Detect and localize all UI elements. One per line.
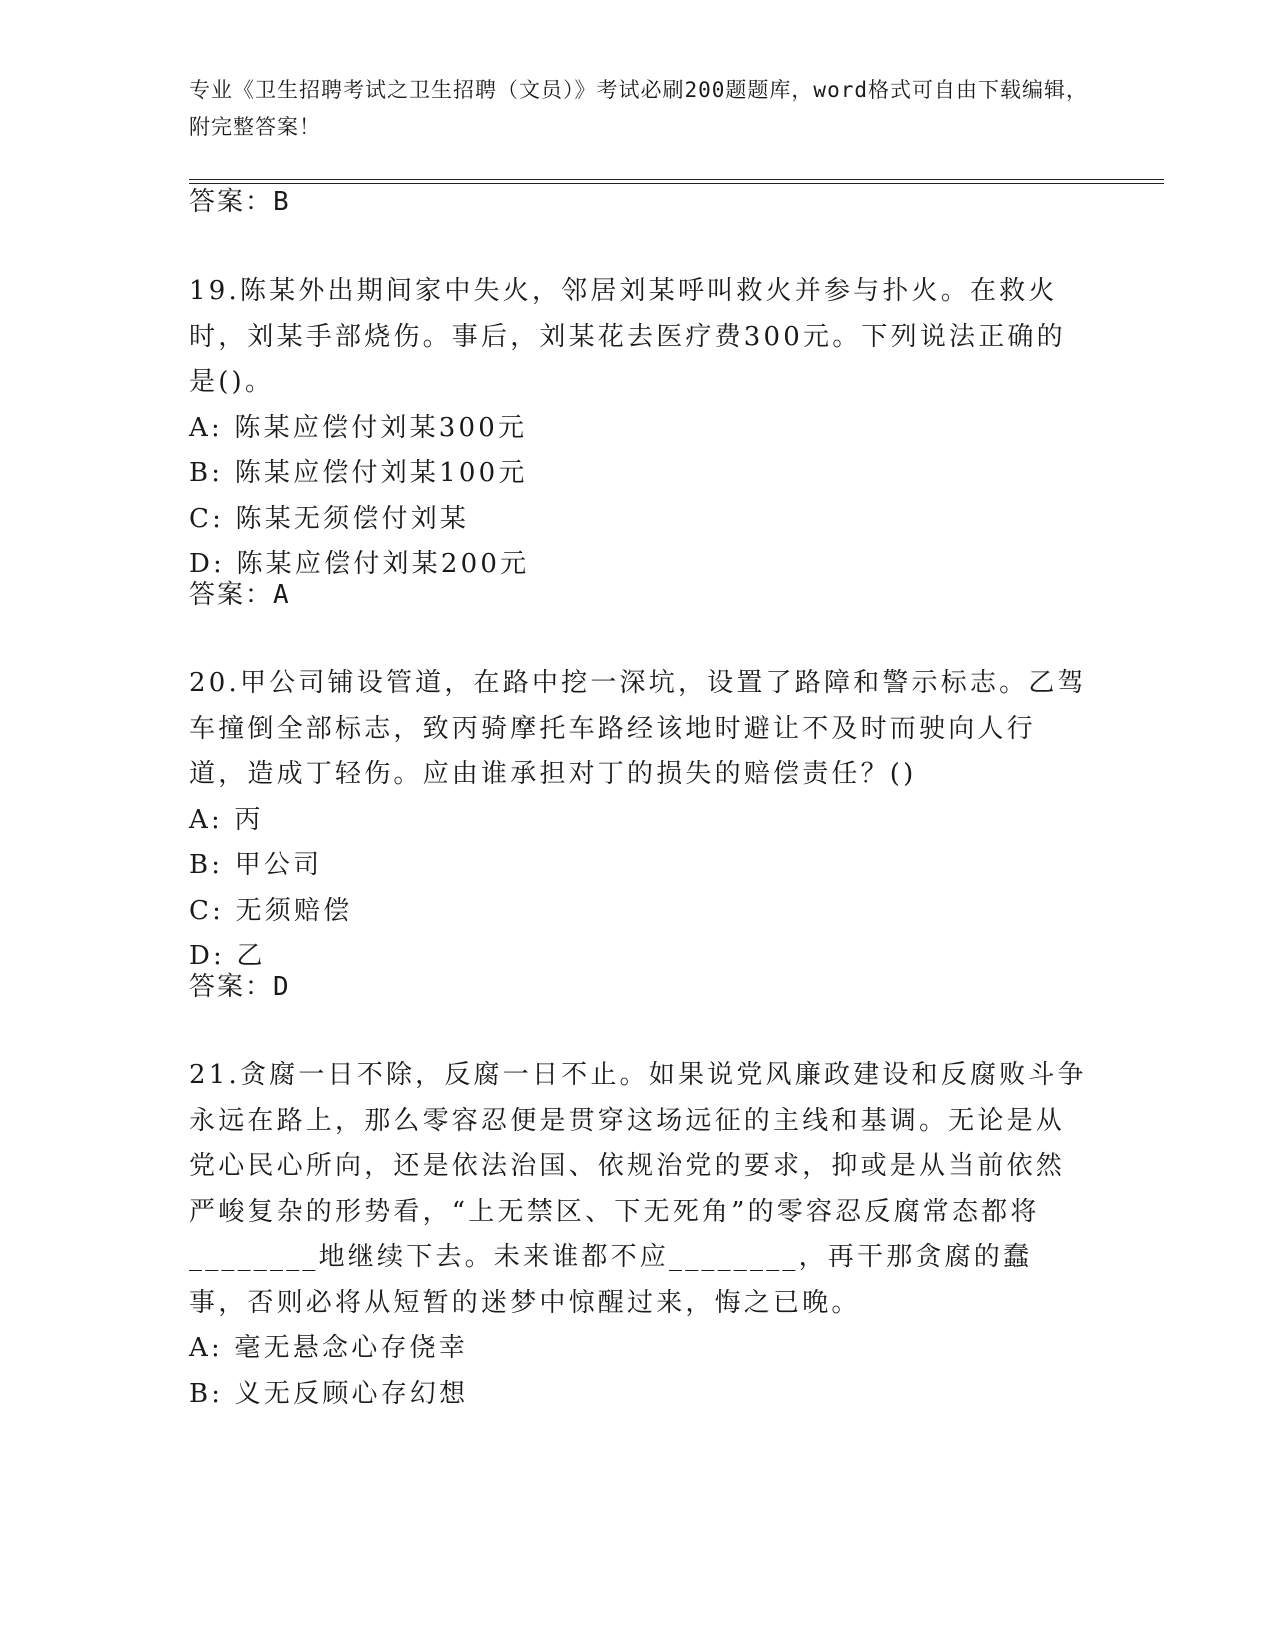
question-19-option-b: B: 陈某应偿付刘某100元 (189, 458, 528, 488)
answer-prev: 答案：B (189, 187, 291, 217)
answer-19: 答案：A (189, 580, 291, 610)
document-header (189, 72, 1089, 146)
question-19 (189, 269, 1089, 588)
question-19-option-a: A: 陈某应偿付刘某300元 (189, 412, 528, 443)
question-20-option-d: D: 乙 (189, 941, 266, 971)
question-20-stem: 20.甲公司铺设管道，在路中挖一深坑，设置了路障和警示标志。乙驾车撞倒全部标志，致丙骑摩托车路经该地时避让不及时而驶向人行道，造成丁轻伤。应由谁承担对丁的损失的赔偿责任？() (189, 668, 1087, 789)
question-21-option-a: A: 毫无悬念心存侥幸 (189, 1333, 469, 1363)
header-text: 专业《卫生招聘考试之卫生招聘（文员）》考试必刷200题题库，word格式可自由下载编辑，附完整答案！ (189, 78, 1088, 139)
question-19-option-d: D: 陈某应偿付刘某200元 (189, 549, 530, 579)
question-19-stem: 19.陈某外出期间家中失火，邻居刘某呼叫救火并参与扑火。在救火时，刘某手部烧伤。事后，刘某花去医疗费300元。下列说法正确的是()。 (189, 276, 1066, 397)
question-20-option-c: C: 无须赔偿 (189, 895, 353, 926)
question-21-stem: 21.贪腐一日不除，反腐一日不止。如果说党风廉政建设和反腐败斗争永远在路上，那么零容忍便是贯穿这场远征的主线和基调。无论是从党心民心所向，还是依法治国、依规治党的要求，抑或是从当前依然严峻复杂的形势看，“上无禁区、下无死角”的零容忍反腐常态都将________地继续下去。未来谁都不应________，再干那贪腐的蠢事，否则必将从短暂的迷梦中惊醒过来，悔之已晚。 (189, 1060, 1087, 1318)
question-21 (189, 1053, 1089, 1417)
question-20-option-a: A: 丙 (189, 804, 264, 835)
question-20-option-b: B: 甲公司 (189, 850, 323, 880)
question-20 (189, 661, 1089, 980)
question-21-option-b: B: 义无反顾心存幻想 (189, 1378, 469, 1409)
question-19-option-c: C: 陈某无须偿付刘某 (189, 503, 470, 534)
header-divider (189, 179, 1164, 184)
answer-20: 答案：D (189, 972, 291, 1002)
